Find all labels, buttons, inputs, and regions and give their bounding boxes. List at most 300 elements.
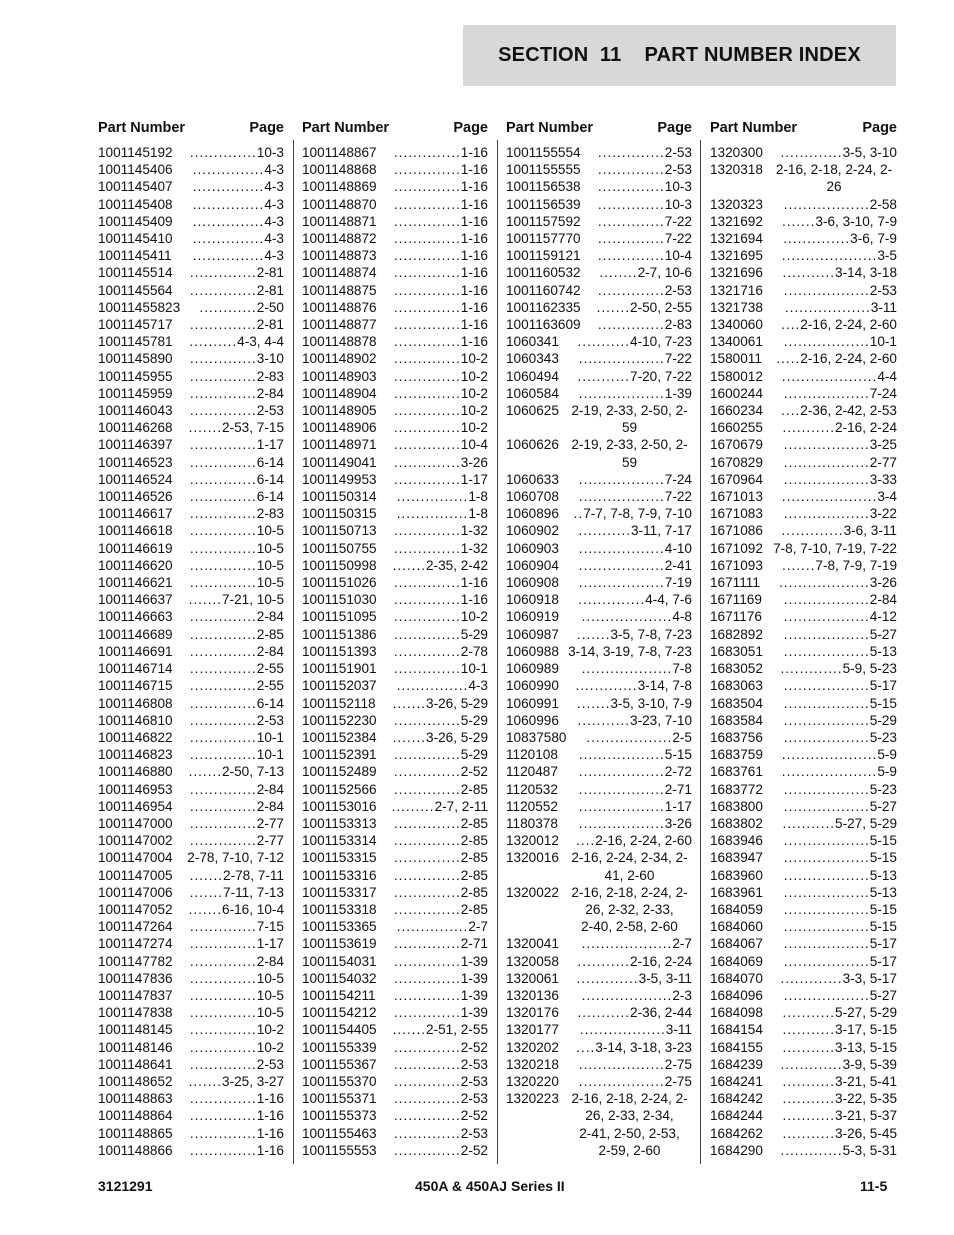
index-entry [302,1039,488,1056]
index-entry [302,660,488,677]
leader-dots: .............. [189,936,257,952]
page-reference: ..................3-11 [784,299,897,315]
part-number: 1001151026 [302,575,377,591]
index-entry [302,935,488,952]
index-entry [506,368,692,385]
page-reference: .......2-50, 2-55 [596,299,692,315]
page-reference: ..............10-4 [597,248,692,264]
part-number: 1001145410 [98,231,173,247]
page-reference: ..............2-55 [189,661,284,677]
leader-dots: .................. [578,747,665,763]
part-number: 1060991 [506,695,559,711]
page-reference: ..............1-17 [189,936,284,952]
leader-dots: ......... [391,798,435,814]
part-number: 1001152230 [302,712,377,728]
part-number: 1001151095 [302,609,377,625]
part-number: 1001145514 [98,265,173,281]
page-reference: ..7-7, 7-8, 7-9, 7-10 [573,506,692,522]
index-entry [506,230,692,247]
leader-dots: .................. [783,936,870,952]
part-number: 1001155554 [506,145,581,160]
index-entry [710,901,897,918]
part-number: 1001153619 [302,936,377,952]
leader-dots: .............. [189,368,257,384]
index-entry [710,505,897,522]
index-entry [506,264,692,281]
part-number: 1060904 [506,557,559,573]
leader-dots: .............. [189,145,257,160]
index-entry [506,712,692,729]
part-number: 10837580 [506,729,567,745]
page-header: Page [453,120,488,136]
section-title: SECTION 11 PART NUMBER INDEX [498,44,861,66]
page-reference: .......3-6, 3-10, 7-9 [781,213,897,229]
page-reference: ..................3-22 [783,506,897,522]
part-number: 1001153314 [302,833,377,849]
leader-dots: .................... [781,489,878,505]
leader-dots: .................. [578,471,665,487]
part-number: 1001148906 [302,420,377,436]
index-entry [302,970,488,987]
leader-dots: .............. [393,437,461,453]
leader-dots: ............... [192,248,265,264]
leader-dots: .............. [189,523,257,539]
part-number: 1321692 [710,213,763,229]
index-entry [302,368,488,385]
part-number: 1001146691 [98,643,173,659]
leader-dots: .................. [783,953,870,969]
page-reference: ..................2-77 [783,454,897,470]
part-number: 1670679 [710,437,763,453]
index-entry [710,299,897,316]
index-entry [710,1142,897,1159]
page-reference: ..............1-32 [393,523,488,539]
part-number: 1001154032 [302,970,377,986]
leader-dots: .............. [597,162,665,178]
index-entry [98,746,284,763]
footer-page-number: 11-5 [860,1178,888,1194]
leader-dots: .................... [781,747,878,763]
page-reference: ..............10-1 [189,729,284,745]
part-number: 1001162335 [506,299,581,315]
part-number: 1321696 [710,265,763,281]
leader-dots: .............. [393,833,461,849]
index-entry-list [302,144,488,1159]
page-reference: ..............2-78 [393,643,488,659]
page-reference: .......7-21, 10-5 [188,592,284,608]
page-reference: ...........3-17, 5-15 [782,1022,897,1038]
page-reference: ...........3-23, 7-10 [577,712,692,728]
leader-dots: .................. [579,1022,666,1038]
index-entry [302,350,488,367]
part-number: 1001148869 [302,179,377,195]
part-number: 1001146663 [98,609,173,625]
leader-dots: .............. [597,248,665,264]
part-number: 1001151901 [302,661,377,677]
leader-dots: .................... [781,248,878,264]
leader-dots: .............. [393,626,461,642]
part-number: 1683960 [710,867,763,883]
leader-dots: ............. [575,678,638,694]
index-entry [710,402,897,419]
index-entry [98,316,284,333]
part-number: 1120552 [506,798,558,814]
page-reference: ..................5-15 [783,833,897,849]
leader-dots: .............. [393,1142,461,1158]
part-number: 1340061 [710,334,763,350]
index-entry [302,867,488,884]
part-number: 1320323 [710,196,763,212]
part-number: 1320218 [506,1056,559,1072]
part-number: 1001146618 [98,523,173,539]
page-reference: ............2-50 [199,299,284,315]
leader-dots: .............. [189,282,257,298]
page-reference: ..................2-53 [783,282,897,298]
footer-series: 450A & 450AJ Series II [415,1178,565,1194]
index-entry [506,1004,692,1021]
index-entry [98,264,284,281]
leader-dots: .................. [578,575,665,591]
leader-dots: ............... [192,179,265,195]
page-reference: ..............1-16 [189,1091,284,1107]
index-entry [506,1090,692,1159]
page-reference: ..................5-27 [783,987,897,1003]
part-number: 1684155 [710,1039,763,1055]
part-number: 1001146808 [98,695,173,711]
index-entry [98,781,284,798]
part-number: 1001148872 [302,231,377,247]
part-number: 1060626 [506,437,559,453]
index-entry [98,574,284,591]
index-entry [710,815,897,832]
leader-dots: ........... [577,712,631,728]
column-header [302,118,488,144]
page-reference: ..............1-16 [393,196,488,212]
leader-dots: .............. [189,1108,257,1124]
leader-dots: .............. [393,471,461,487]
leader-dots: .................. [586,729,673,745]
index-entry [98,1073,284,1090]
part-number: 1060988 [506,643,559,659]
page-header: Page [657,120,692,136]
index-entry [98,488,284,505]
leader-dots: .............. [393,351,461,367]
page-reference: ..............2-85 [393,781,488,797]
leader-dots: ................... [779,575,870,591]
leader-dots: .................. [783,850,870,866]
leader-dots: .................. [783,901,870,917]
column-divider [293,140,294,1164]
index-entry [98,1056,284,1073]
index-entry [302,540,488,557]
part-number: 1060625 [506,403,559,419]
part-number: 1660234 [710,403,763,419]
page-reference: ..............10-4 [393,437,488,453]
part-number: 1001154405 [302,1022,377,1038]
index-entry [710,161,897,195]
part-number: 1683063 [710,678,763,694]
page-reference: ...................7-8 [581,661,692,677]
leader-dots: .............. [393,712,461,728]
page-reference: ....................5-9 [781,747,897,763]
part-number: 1060584 [506,385,559,401]
leader-dots: .............. [189,781,257,797]
part-number: 1001147836 [98,970,173,986]
page-reference: ..................5-17 [783,936,897,952]
part-number: 1120487 [506,764,558,780]
index-entry [302,1142,488,1159]
part-number: 1180378 [506,815,558,831]
part-number-header: Part Number [506,120,594,136]
part-number: 1001145409 [98,213,173,229]
index-entry [506,643,692,660]
index-entry [506,540,692,557]
page-reference: ..................5-17 [783,953,897,969]
index-entry [302,454,488,471]
index-entry [98,1125,284,1142]
part-number: 1001146810 [98,712,173,728]
leader-dots: .............. [189,919,257,935]
part-number: 1001148876 [302,299,377,315]
leader-dots: ............... [396,506,469,522]
page-reference: ..................4-12 [783,609,897,625]
page-reference: ...............4-3 [192,162,284,178]
index-entry [302,333,488,350]
leader-dots: .................. [578,385,665,401]
index-entry [506,316,692,333]
page-reference: 7-8, 7-10, 7-19, 7-22 [773,540,897,556]
part-number: 1001148871 [302,213,377,229]
part-number: 1684242 [710,1091,763,1107]
page-reference: .......3-5, 7-8, 7-23 [576,626,692,642]
index-entry [302,798,488,815]
part-number: 1001146637 [98,592,173,608]
part-number: 1001154031 [302,953,377,969]
page-reference: ..................7-24 [783,385,897,401]
page-reference: ..................1-39 [578,385,692,401]
index-entry [506,746,692,763]
page-reference: .......7-11, 7-13 [189,884,284,900]
part-number: 1320041 [506,936,559,952]
index-entry [98,144,284,161]
index-entry [506,987,692,1004]
leader-dots: .............. [393,953,461,969]
leader-dots: .............. [393,231,461,247]
page-reference: .............3-5, 3-10 [780,145,897,160]
index-entry [506,591,692,608]
part-number: 1001146714 [98,661,173,677]
page-reference: ..................10-1 [783,334,897,350]
page-reference: ..............2-71 [393,936,488,952]
index-entry [506,247,692,264]
leader-dots: .............. [393,575,461,591]
leader-dots: .............. [393,162,461,178]
part-number: 1001148877 [302,317,377,333]
index-entry [302,849,488,866]
page-reference: ..............2-53 [189,1056,284,1072]
index-entry [98,505,284,522]
index-entry [98,540,284,557]
page-reference: ..................5-15 [578,747,692,763]
index-entry [98,815,284,832]
page-reference: ..............10-5 [189,575,284,591]
page-reference: ..................7-22 [578,489,692,505]
page-reference: ..............10-2 [393,385,488,401]
part-number: 1060918 [506,592,559,608]
index-entry [710,316,897,333]
part-number: 1001146953 [98,781,173,797]
index-entry [98,643,284,660]
page-reference: .............5-3, 5-31 [780,1142,897,1158]
page-reference: ..............1-16 [393,575,488,591]
part-number: 1600244 [710,385,763,401]
part-number: 1683504 [710,695,763,711]
leader-dots: ........... [782,265,836,281]
page-reference: ...................2-7 [581,936,692,952]
page-reference: ..............6-14 [189,489,284,505]
page-reference: ..............1-32 [393,540,488,556]
part-number: 1684239 [710,1056,763,1072]
part-number: 1001146526 [98,489,173,505]
part-number: 1001150998 [302,557,377,573]
leader-dots: ........... [578,523,632,539]
index-entry [506,144,692,161]
page-reference: ..............10-2 [189,1039,284,1055]
index-entry [302,557,488,574]
index-entry [98,1004,284,1021]
part-number: 1001145890 [98,351,173,367]
index-entry [98,935,284,952]
index-entry [506,196,692,213]
leader-dots: .............. [189,385,257,401]
part-number: 1001148867 [302,145,377,160]
page-reference: ..................3-11 [579,1022,692,1038]
leader-dots: .............. [393,884,461,900]
leader-dots: .............. [393,661,461,677]
part-number: 1001155373 [302,1108,377,1124]
part-number: 1001148874 [302,265,377,281]
leader-dots: .............. [189,833,257,849]
leader-dots: .............. [393,781,461,797]
index-entry [302,918,488,935]
index-entry [710,1107,897,1124]
part-number: 1001148875 [302,282,377,298]
page-reference: ..............2-84 [189,781,284,797]
page-reference: ..................5-15 [783,919,897,935]
part-number: 1001147274 [98,936,173,952]
page-reference: ..............10-5 [189,1005,284,1021]
part-number: 1320223 [506,1091,559,1107]
index-entry [98,884,284,901]
index-entry [506,729,692,746]
index-entry [506,471,692,488]
leader-dots: .................. [783,695,870,711]
index-column-2 [302,118,488,1159]
part-number: 1001153315 [302,850,377,866]
leader-dots: .............. [189,437,257,453]
part-number: 1001148866 [98,1142,173,1158]
index-entry [302,299,488,316]
index-entry [710,1125,897,1142]
index-entry [98,1021,284,1038]
index-entry [710,695,897,712]
leader-dots: .............. [393,1108,461,1124]
leader-dots: .................. [578,1056,665,1072]
leader-dots: .................. [783,867,870,883]
part-number: 1060989 [506,661,559,677]
index-entry [98,178,284,195]
page-reference: ..................5-29 [783,712,897,728]
index-entry [98,1090,284,1107]
page-reference: ..............2-81 [189,265,284,281]
part-number: 1001146822 [98,729,173,745]
leader-dots: ........... [782,1108,836,1124]
part-number: 1001160742 [506,282,581,298]
index-entry [710,419,897,436]
index-entry [302,161,488,178]
page-reference: ..............10-2 [393,403,488,419]
leader-dots: .............. [189,265,257,281]
part-number: 1684067 [710,936,763,952]
leader-dots: .............. [393,764,461,780]
page-reference: ..............10-2 [393,420,488,436]
index-entry [302,626,488,643]
leader-dots: .............. [189,471,257,487]
index-entry [98,660,284,677]
index-entry [302,763,488,780]
page-reference: .......3-26, 5-29 [392,729,488,745]
index-entry [710,712,897,729]
index-entry [98,368,284,385]
part-number: 1001152118 [302,695,376,711]
part-number: 1001152037 [302,678,377,694]
part-number: 1671083 [710,506,763,522]
index-entry [710,264,897,281]
part-number: 1001155371 [302,1091,377,1107]
leader-dots: .............. [393,592,461,608]
page-reference: ..............2-85 [393,867,488,883]
leader-dots: .............. [189,540,257,556]
part-number: 1671093 [710,557,763,573]
leader-dots: .............. [393,248,461,264]
leader-dots: ....... [596,299,631,315]
index-entry [98,333,284,350]
leader-dots: .............. [578,592,646,608]
index-entry [302,1004,488,1021]
index-entry [302,901,488,918]
part-number: 1001151030 [302,592,377,608]
page-reference: ....3-14, 3-18, 3-23 [576,1039,692,1055]
index-entry [98,402,284,419]
part-number: 1683772 [710,781,763,797]
index-entry [98,247,284,264]
leader-dots: .............. [189,712,257,728]
part-number: 1001163609 [506,317,581,333]
page-reference: ..............1-16 [189,1125,284,1141]
leader-dots: .............. [393,385,461,401]
index-entry [506,849,692,883]
index-entry [98,282,284,299]
leader-dots: .............. [189,317,257,333]
index-entry [98,729,284,746]
index-entry [98,557,284,574]
page-reference: ...............4-3 [192,179,284,195]
leader-dots: .............. [597,196,665,212]
index-entry [98,608,284,625]
page-reference: ..............10-3 [597,179,692,195]
part-number: 1670829 [710,454,763,470]
page-reference: ..............1-16 [393,213,488,229]
